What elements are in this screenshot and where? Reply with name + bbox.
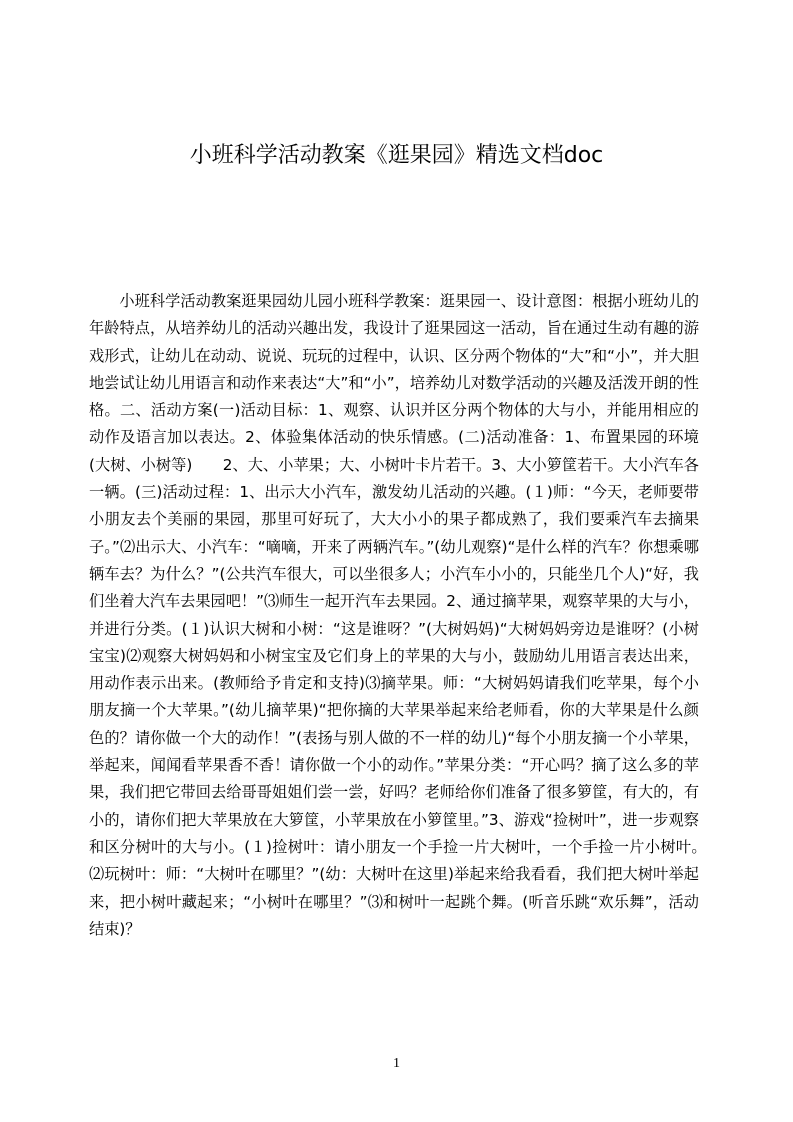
document-body-paragraph: 小班科学活动教案逛果园幼儿园小班科学教案：逛果园一、设计意图：根据小班幼儿的年龄特点，从培养幼儿的活动兴趣出发，我设计了逛果园这一活动，旨在通过生动有趣的游戏形式，让幼儿在动动、说说、玩玩的过程中，认识、区分两个物体的“大”和“小”，并大胆地尝试让幼儿用语言和动作来表达“大”和“小”，培养幼儿对数学活动的兴趣及活泼开朗的性格。二、活动方案(一)活动目标：1、观察、认识并区分两个物体的大与小，并能用相应的动作及语言加以表达。2、体验集体活动的快乐情感。(二)活动准备：1、布置果园的环境(大树、小树等) 2、大、小苹果；大、小树叶卡片若干。3、大小箩筐若干。大小汽车各一辆。(三)活动过程：1、出示大小汽车，激发幼儿活动的兴趣。(１)师：“今天，老师要带小朋友去个美丽的果园，那里可好玩了，大大小小的果子都成熟了，我们要乘汽车去摘果子。”⑵出示大、小汽车：“嘀嘀，开来了两辆汽车。”(幼儿观察)“是什么样的汽车？你想乘哪辆车去？为什么？”(公共汽车很大，可以坐很多人；小汽车小小的，只能坐几个人)“好，我们坐着大汽车去果园吧！”⑶师生一起开汽车去果园。2、通过摘苹果，观察苹果的大与小，并进行分类。(１)认识大树和小树：“这是谁呀？”(大树妈妈)“大树妈妈旁边是谁呀？(小树宝宝)⑵观察大树妈妈和小树宝宝及它们身上的苹果的大与小，鼓励幼儿用语言表达出来，用动作表示出来。(教师给予肯定和支持)⑶摘苹果。师：“大树妈妈请我们吃苹果，每个小朋友摘一个大苹果。”(幼儿摘苹果)“把你摘的大苹果举起来给老师看，你的大苹果是什么颜色的？请你做一个大的动作！”(表扬与别人做的不一样的幼儿)“每个小朋友摘一个小苹果，举起来，闻闻看苹果香不香！请你做一个小的动作。”苹果分类：“开心吗？摘了这么多的苹果，我们把它带回去给哥哥姐姐们尝一尝，好吗？老师给你们准备了很多箩筐，有大的，有小的，请你们把大苹果放在大箩筐，小苹果放在小箩筐里。”3、游戏“捡树叶”，进一步观察和区分树叶的大与小。(１)捡树叶：请小朋友一个手捡一片大树叶，一个手捡一片小树叶。 ⑵玩树叶：师：“大树叶在哪里？”(幼：大树叶在这里)举起来给我看看，我们把大树叶举起来，把小树叶藏起来；“小树叶在哪里？”⑶和树叶一起跳个舞。(听音乐跳“欢乐舞”，活动结束)？ <box>89 292 730 938</box>
document-title: 小班科学活动教案《逛果园》精选文档doc <box>189 143 604 168</box>
page-number: 1 <box>393 1056 400 1071</box>
